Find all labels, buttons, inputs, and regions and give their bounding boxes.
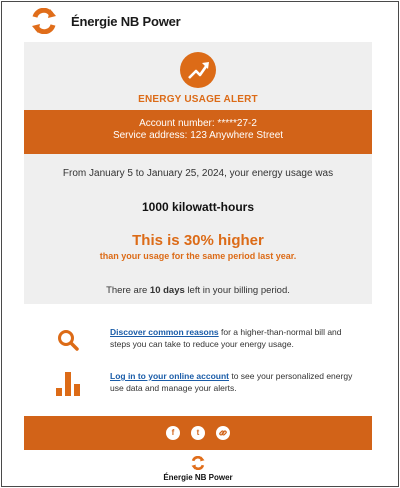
usage-summary: [24, 154, 372, 304]
tips-section: [24, 304, 372, 416]
trend-up-arrow-icon: [180, 52, 216, 88]
link-icon[interactable]: [216, 426, 230, 440]
recycle-arrows-icon: [189, 456, 207, 470]
usage-comparison-sub: than your usage for the same period last year.: [99, 251, 297, 261]
account-info: [24, 110, 372, 154]
bar-chart-icon: [56, 370, 80, 396]
tip-row: [24, 324, 372, 360]
usage-amount: 1000 kilowatt-hours: [141, 200, 255, 214]
tip-row: [24, 368, 372, 404]
social-bar: [24, 416, 372, 450]
magnifier-icon: [56, 328, 80, 352]
online-account-link[interactable]: Log in to your online account: [110, 371, 229, 381]
footer-brand-name: Énergie NB Power: [163, 473, 233, 482]
email-frame: [1, 1, 399, 487]
usage-comparison: This is 30% higher: [132, 232, 264, 249]
account-number: Account number: *****27-2: [139, 118, 257, 129]
header-brand: [29, 8, 181, 34]
tip-text: Discover common reasons for a higher-than-normal bill and steps you can take to reduce your energy usage.: [110, 327, 342, 349]
usage-intro: From January 5 to January 25, 2024, your energy usage was: [62, 168, 334, 179]
alert-title: ENERGY USAGE ALERT: [138, 94, 258, 105]
email-body: [24, 42, 372, 482]
alert-hero: [24, 42, 372, 110]
brand-name: Énergie NB Power: [71, 13, 181, 29]
facebook-icon[interactable]: f: [166, 426, 180, 440]
tip-text: Log in to your online account to see your personalized energy use data and manage your alerts.: [110, 371, 353, 393]
recycle-arrows-icon: [29, 8, 59, 34]
days-value: 10 days: [149, 285, 185, 296]
billing-days-left: There are 10 days left in your billing period.: [106, 285, 290, 296]
twitter-icon[interactable]: t: [191, 426, 205, 440]
service-address: Service address: 123 Anywhere Street: [112, 130, 284, 141]
footer-brand: [24, 456, 372, 484]
discover-reasons-link[interactable]: Discover common reasons: [110, 327, 219, 337]
